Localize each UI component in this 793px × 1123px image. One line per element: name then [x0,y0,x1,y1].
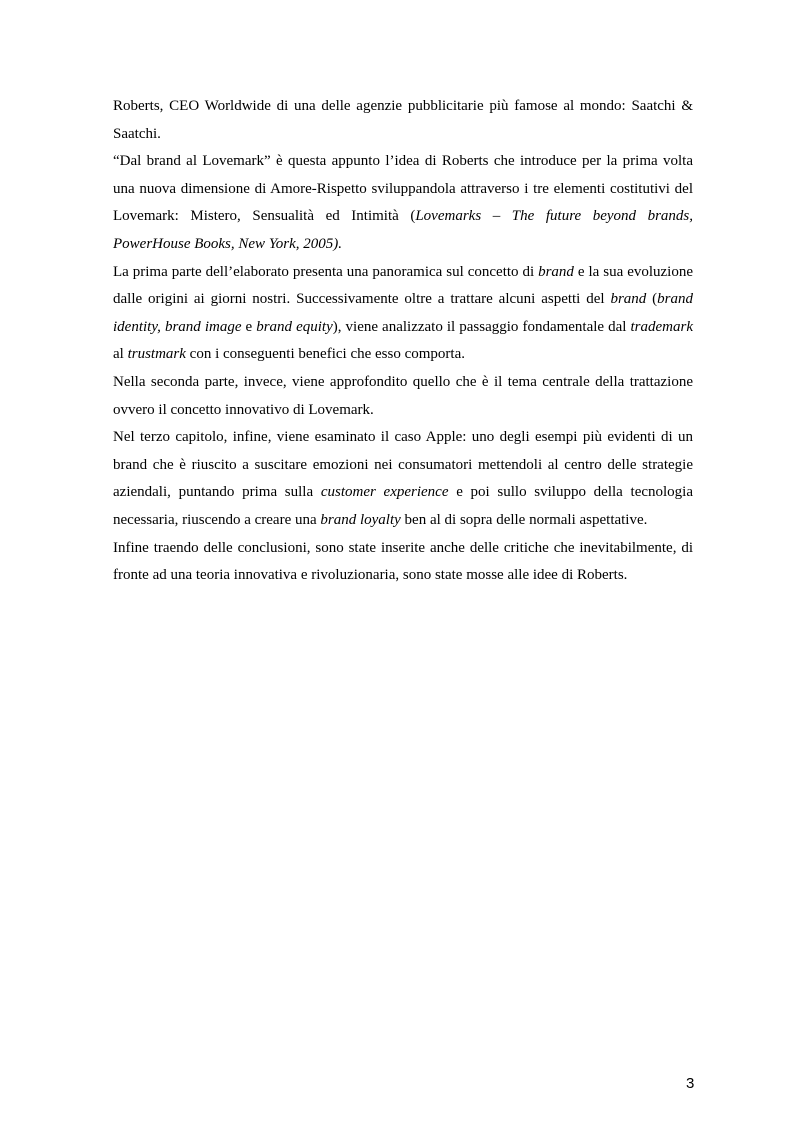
text-run: ), viene analizzato il passaggio fondamentale dal [332,318,631,335]
page-number: 3 [686,1075,695,1092]
italic-text-run: brand equity [256,318,333,335]
paragraph [113,424,693,534]
italic-text-run: brand [538,263,574,280]
text-run: al [113,346,128,363]
text-run: Nel terzo capitolo, infine, viene esaminato il caso Apple: uno degli esempi più evidenti di un brand che è riuscito a suscitare emozioni nei consumatori mettendoli al centro delle strategie aziendali, puntando prima sulla [113,429,693,501]
text-run: “Dal brand al Lovemark” è questa appunto l’idea di Roberts che introduce per la prima volta una nuova dimensione di Amore-Rispetto sviluppandola attraverso i tre elementi costitutivi del Lovemark: Mistero, Sensualità ed Intimità ( [113,153,693,225]
paragraph [113,93,693,148]
italic-text-run: trademark [630,318,693,335]
text-run: Roberts, CEO Worldwide di una delle agenzie pubblicitarie più famose al mondo: Saatchi & Saatchi. [113,98,693,142]
italic-text-run: Lovemarks – The future beyond brands, PowerHouse Books, New York, 2005). [113,208,693,252]
text-run: Infine traendo delle conclusioni, sono state inserite anche delle critiche che inevitabilmente, di fronte ad una teoria innovativa e rivoluzionaria, sono state mosse alle idee di Roberts. [113,539,693,584]
text-run: e [241,318,257,335]
paragraph [113,259,693,369]
paragraph [113,369,693,424]
text-run: con i conseguenti benefici che esso comporta. [185,346,465,363]
text-run: ben al di sopra delle normali aspettative. [400,511,648,528]
italic-text-run: brand loyalty [320,511,401,528]
italic-text-run: customer experience [320,484,449,501]
text-run: ( [646,291,658,308]
text-run: e la sua evoluzione dalle origini ai giorni nostri. Successivamente oltre a trattare alcuni aspetti del [113,263,693,308]
text-run: La prima parte dell’elaborato presenta una panoramica sul concetto di [113,263,539,280]
italic-text-run: brand identity, brand image [113,291,693,335]
italic-text-run: brand [610,291,647,308]
paragraph [113,535,693,590]
text-run: e poi sullo sviluppo della tecnologia necessaria, riuscendo a creare una [113,484,694,528]
paragraph [113,148,693,258]
italic-text-run: trustmark [127,346,186,363]
text-run: Nella seconda parte, invece, viene approfondito quello che è il tema centrale della trattazione ovvero il concetto innovativo di Lovemark. [113,373,693,418]
body-text [113,93,693,590]
